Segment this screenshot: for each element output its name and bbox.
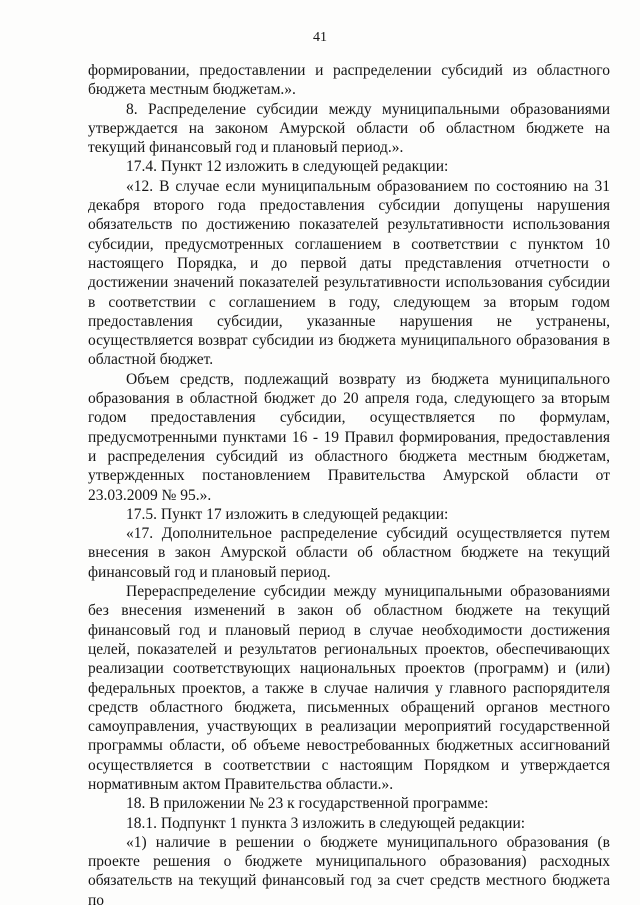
page-number: 41 <box>313 30 327 45</box>
paragraph-3: 17.4. Пункт 12 изложить в следующей редакции: <box>126 158 449 176</box>
paragraph-2: 8. Распределение субсидии между муниципальными образованиями утверждается на законом Амурской области об областном бюджете на текущий финансовый год и плановый период.». <box>88 100 610 157</box>
paragraph-9: 18. В приложении № 23 к государственной программе: <box>126 795 489 813</box>
paragraph-6: 17.5. Пункт 17 изложить в следующей редакции: <box>126 505 449 523</box>
paragraph-7: «17. Дополнительное распределение субсидий осуществляется путем внесения в закон Амурской области об областном бюджете на текущий финансовый год и плановый период. <box>88 525 610 581</box>
document-body <box>88 61 610 910</box>
paragraph-4: «12. В случае если муниципальным образованием по состоянию на 31 декабря второго года предоставления субсидии допущены нарушения обязательств по достижению показателей результативности использования субсидии, предусмотренных соглашением в соответствии с пунктом 10 настоящего Порядка, и до первой даты представления отчетности о достижении значений показателей результативности использования субсидии в соответствии с соглашением в году, следующем за вторым годом предоставления субсидии, указанные нарушения не устранены, осуществляется возврат субсидии из бюджета муниципального образования в областной бюджет. <box>88 177 610 369</box>
paragraph-11: «1) наличие в решении о бюджете муниципального образования (в проекте решения о бюджете муниципального образования) расходных обязательств на текущий финансовый год за счет средств местного бюджета по <box>88 833 610 909</box>
paragraph-10: 18.1. Подпункт 1 пункта 3 изложить в следующей редакции: <box>126 814 526 832</box>
paragraph-5: Объем средств, подлежащий возврату из бюджета муниципального образования в областной бюджет до 20 апреля года, следующего за вторым годом предоставления субсидии, осуществляется по формулам, предусмотренными пунктами 16 - 19 Правил формирования, предоставления и распределения субсидий из областного бюджета местным бюджетам, утвержденных постановлением Правительства Амурской области от 23.03.2009 № 95.». <box>88 370 610 504</box>
paragraph-8: Перераспределение субсидии между муниципальными образованиями без внесения изменений в закон об областном бюджете на текущий финансовый год и плановый период в случае необходимости достижения целей, показателей и результатов региональных проектов, обеспечивающих реализации соответствующих национальных проектов (программ) и (или) федеральных проектов, а также в случае наличия у главного распорядителя средств областного бюджета, письменных обращений органов местного самоуправления, участвующих в реализации мероприятий государственной программы области, об объеме невостребованных бюджетных ассигнований осуществляется в соответствии с настоящим Порядком и утверждается нормативным актом Правительства области.». <box>88 583 610 793</box>
paragraph-1: формировании, предоставлении и распределении субсидий из областного бюджета местным бюджетам.». <box>88 62 610 99</box>
